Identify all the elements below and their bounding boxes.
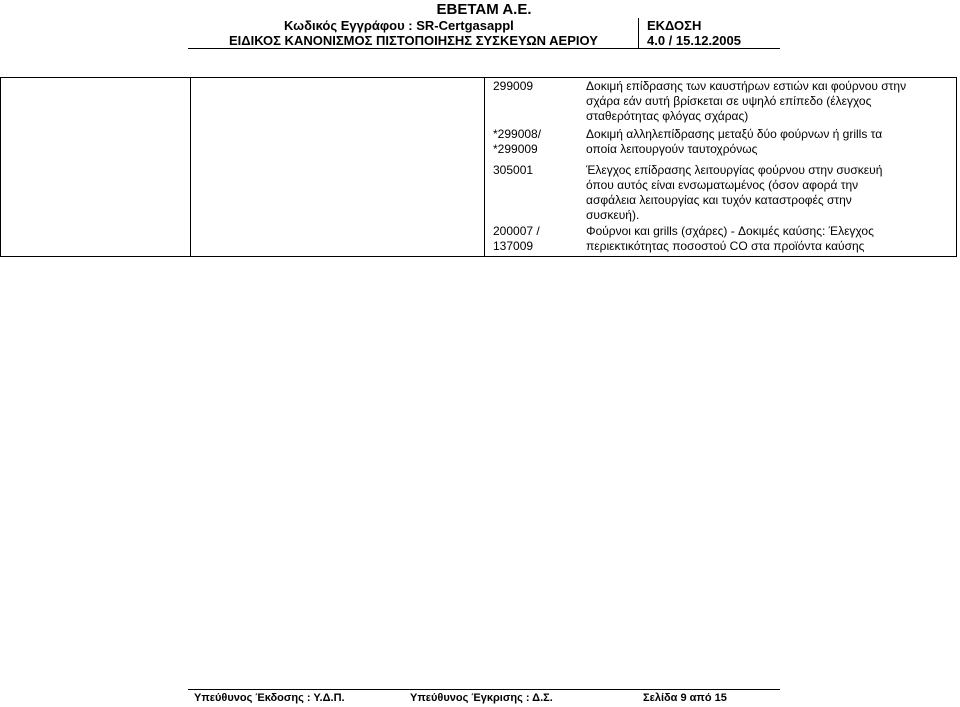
table-row-code [493, 79, 533, 94]
description-line: όπου αυτός είναι ενσωματωμένος (όσον αφορά την [586, 178, 859, 192]
table-column-empty-1 [0, 77, 191, 257]
code-line: 299009 [493, 79, 534, 93]
table-row-description [586, 79, 956, 124]
table-column-empty-2 [191, 77, 485, 257]
table-row-code [493, 163, 533, 178]
code-line: 200007 / [493, 224, 540, 238]
description-line: ασφάλεια λειτουργίας και τυχόν καταστροφές στην [586, 193, 852, 207]
approver-responsible: Υπεύθυνος Έγκρισης : Δ.Σ. [410, 692, 553, 704]
edition-value: 4.0 / 15.12.2005 [647, 33, 741, 48]
description-line: συσκευή). [586, 208, 640, 222]
code-line: 137009 [493, 239, 534, 253]
header-divider [638, 18, 639, 48]
description-line: Έλεγχος επίδρασης λειτουργίας φούρνου στην συσκευή [586, 163, 883, 177]
edition-label: ΕΚΔΟΣΗ [647, 18, 702, 33]
description-line: οποία λειτουργούν ταυτοχρόνως [586, 142, 758, 156]
description-line: σχάρα εάν αυτή βρίσκεται σε υψηλό επίπεδο (έλεγχος [586, 94, 872, 108]
description-line: περιεκτικότητας ποσοστού CO στα προϊόντα καύσης [586, 239, 865, 253]
document-subject: ΕΙΔΙΚΟΣ ΚΑΝΟΝΙΣΜΟΣ ΠΙΣΤΟΠΟΙΗΣΗΣ ΣΥΣΚΕΥΩΝ ΑΕΡΙΟΥ [229, 33, 598, 48]
table-row-description [586, 127, 956, 157]
code-line: *299009 [493, 142, 538, 156]
code-line: *299008/ [493, 127, 542, 141]
description-line: Δοκιμή αλληλεπίδρασης μεταξύ δύο φούρνων ή grills τα [586, 127, 883, 141]
table-row-description [586, 224, 956, 254]
document-code: Κωδικός Εγγράφου : SR-Certgasappl [284, 18, 514, 33]
description-line: σταθερότητας φλόγας σχάρας) [586, 109, 749, 123]
issuer-responsible: Υπεύθυνος Έκδοσης : Υ.Δ.Π. [194, 692, 345, 704]
description-line: Φούρνοι και grills (σχάρες) - Δοκιμές καύσης: Έλεγχος [586, 224, 874, 238]
table-row-description [586, 163, 956, 223]
page-number: Σελίδα 9 από 15 [643, 692, 727, 704]
table-row-code [493, 127, 541, 157]
organization-title: ΕΒΕΤΑΜ Α.Ε. [436, 1, 532, 18]
document-header [188, 2, 780, 49]
code-line: 305001 [493, 163, 534, 177]
document-footer [188, 689, 780, 706]
table-row-code [493, 224, 540, 254]
tests-table [0, 77, 957, 257]
description-line: Δοκιμή επίδρασης των καυστήρων εστιών και φούρνου στην [586, 79, 907, 93]
